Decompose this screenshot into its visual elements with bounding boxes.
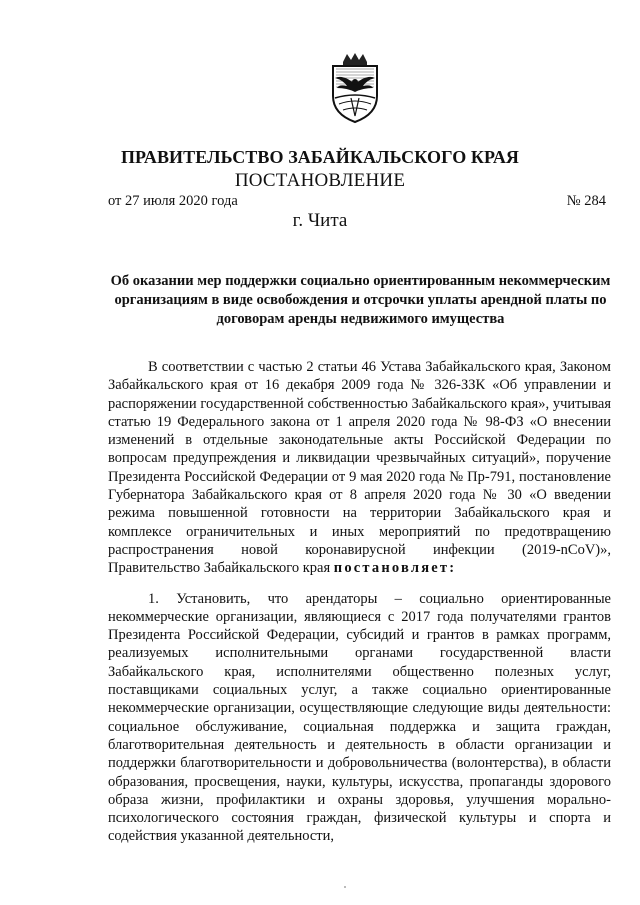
government-title: ПРАВИТЕЛЬСТВО ЗАБАЙКАЛЬСКОГО КРАЯ (120, 147, 520, 167)
document-date: от 27 июля 2020 года (108, 193, 238, 209)
document-body (108, 358, 611, 846)
clause-1-paragraph: 1. Установить, что арендаторы – социально ориентированные некоммерческие организации, являющиеся с 2017 года получателями грантов Президента Российской Федерации, субсидий и грантов в рамках программ, реализуемых исполнительными органами государственной власти Забайкальского края, исполнителями общественно полезных услуг, поставщиками социальных услуг, а также социально ориентированные некоммерческие организации, осуществляющие следующие виды деятельности: социальное обслуживание, социальная поддержка и защита граждан, благотворительная деятельность и деятельность в области организации и поддержки благотворительности и добровольничества (волонтерства), в области образования, просвещения, науки, культуры, искусства, пропаганды здорового образа жизни, профилактики и охраны здоровья, улучшения морально-психологического состояния граждан, физической культуры и спорта и содействия указанной деятельности, (108, 590, 611, 845)
preamble-text: В соответствии с частью 2 статьи 46 Устава Забайкальского края, Законом Забайкальского края от 16 декабря 2009 года № 326-ЗЗК «Об управлении и распоряжении государственной собственностью Забайкальского края», учитывая статью 19 Федерального закона от 1 апреля 2020 года № 98-ФЗ «О внесении изменений в отдельные законодательные акты Российской Федерации по вопросам предупреждения и ликвидации чрезвычайных ситуаций», поручение Президента Российской Федерации от 9 мая 2020 года № Пр-791, постановление Губернатора Забайкальского края от 8 апреля 2020 года № 30 «О введении режима повышенной готовности на территории Забайкальского края и комплексе ограничительных и иных мероприятий по предотвращению распространения новой коронавирусной инфекции (2019-nCoV)», Правительство Забайкальского края (108, 359, 611, 577)
scan-mark (344, 886, 346, 888)
document-subject: Об оказании мер поддержки социально ориентированным некоммерческим организациям в виде освобождения и отсрочки уплаты арендной платы по договорам аренды недвижимого имущества (110, 273, 611, 327)
preamble-paragraph (108, 358, 611, 578)
document-type: ПОСТАНОВЛЕНИЕ (234, 170, 406, 191)
decree-word: постановляет: (333, 560, 457, 577)
document-city: г. Чита (292, 210, 348, 231)
coat-of-arms-icon (325, 52, 385, 124)
document-number: № 284 (566, 193, 606, 209)
